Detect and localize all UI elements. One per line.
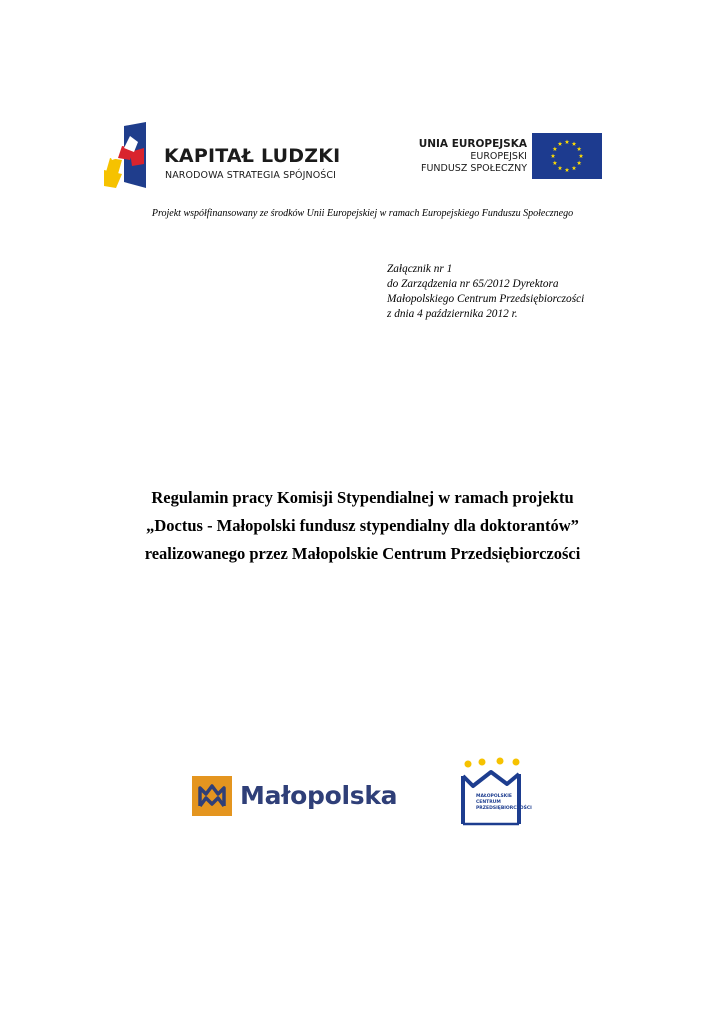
kapital-ludzki-subtitle: NARODOWA STRATEGIA SPÓJNOŚCI (165, 170, 337, 181)
title-line: realizowanego przez Małopolskie Centrum Przedsiębiorczości (144, 544, 581, 563)
malopolska-logo-text: Małopolska (240, 781, 398, 810)
annex-line: Małopolskiego Centrum Przedsiębiorczości (387, 293, 585, 305)
mcp-logo-line: PRZEDSIĘBIORCZOŚCI (476, 806, 532, 811)
document-title (0, 484, 725, 568)
eu-flag-icon (532, 133, 602, 179)
kapital-ludzki-title: KAPITAŁ LUDZKI (164, 145, 341, 167)
title-line: „Doctus - Małopolski fundusz stypendialny dla doktorantów” (146, 516, 579, 535)
malopolska-emblem-icon (192, 776, 232, 816)
cofinancing-note: Projekt współfinansowany ze środków Unii Europejskiej w ramach Europejskiego Funduszu Społecznego (151, 208, 574, 219)
annex-reference (387, 262, 584, 322)
title-line: Regulamin pracy Komisji Stypendialnej w ramach projektu (151, 488, 574, 507)
mcp-logo-line: MAŁOPOLSKIE (476, 794, 512, 799)
eu-label-union: UNIA EUROPEJSKA (418, 138, 527, 150)
annex-line: z dnia 4 października 2012 r. (387, 308, 518, 320)
mcp-logo-line: CENTRUM (476, 800, 501, 805)
annex-line: Załącznik nr 1 (387, 263, 453, 275)
annex-line: do Zarządzenia nr 65/2012 Dyrektora (387, 278, 559, 290)
mcp-logo (460, 756, 522, 828)
eu-label-european: EUROPEJSKI (470, 151, 527, 162)
eu-label-fund: FUNDUSZ SPOŁECZNY (421, 163, 527, 174)
